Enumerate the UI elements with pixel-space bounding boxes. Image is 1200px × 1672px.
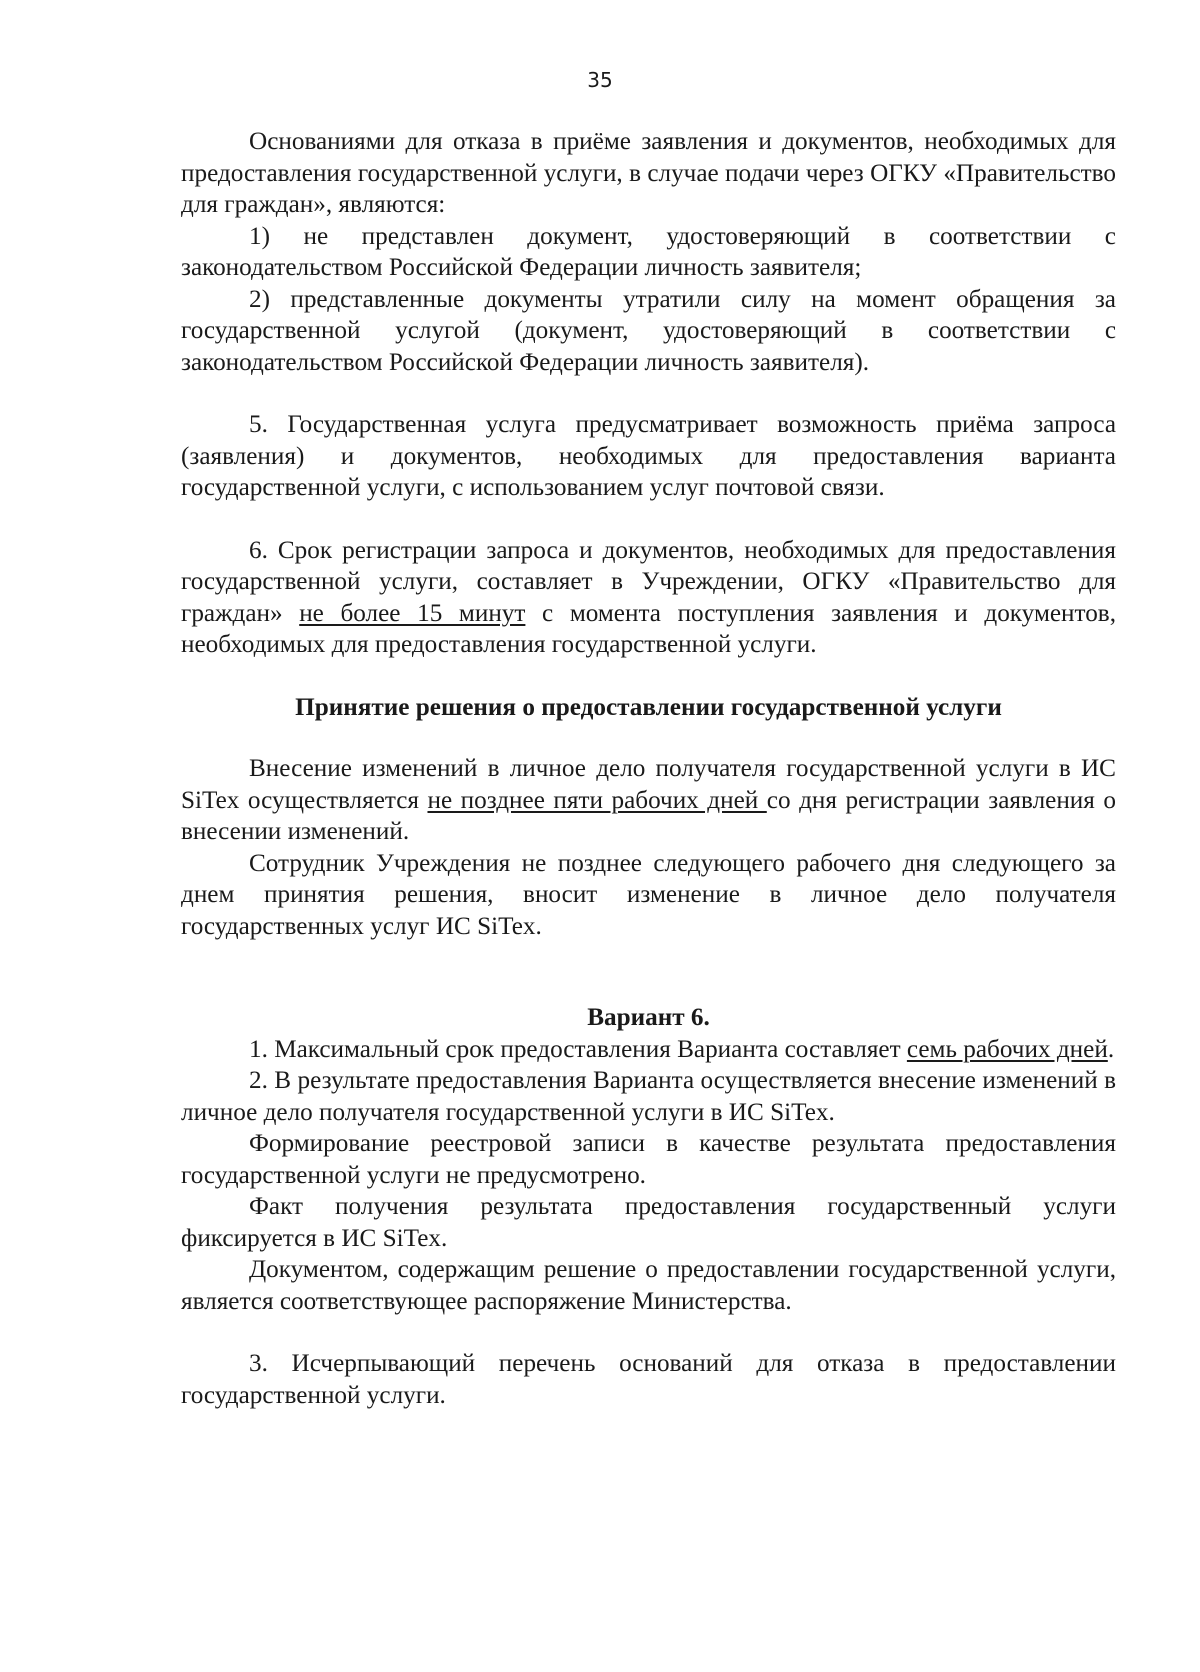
variant-term-text-1: 1. Максимальный срок предоставления Варианта составляет <box>249 1035 907 1063</box>
registration-term-paragraph <box>181 535 1116 661</box>
refusal-grounds-intro: Основаниями для отказа в приёме заявления и документов, необходимых для предоставления государственной услуги, в случае подачи через ОГКУ «Правительство для граждан», являются: <box>181 128 1116 218</box>
decision-underlined: не позднее пяти рабочих дней <box>427 786 767 814</box>
decision-paragraph-2: Сотрудник Учреждения не позднее следующего рабочего дня следующего за днем принятия решения, вносит изменение в личное дело получателя государственных услуг ИС SiTex. <box>181 849 1116 940</box>
page-number: 35 <box>587 68 613 92</box>
variant-term-underlined: семь рабочих дней <box>906 1035 1108 1063</box>
variant-term-text-2: . <box>1107 1035 1115 1063</box>
decision-paragraph-1 <box>181 753 1116 848</box>
variant-paragraph-5: Документом, содержащим решение о предоставлении государственной услуги, является соответствующее распоряжение Министерства. <box>181 1256 1116 1315</box>
postal-service-paragraph: 5. Государственная услуга предусматривает возможность приёма запроса (заявления) и документов, необходимых для предоставления варианта государственной услуги, с использованием услуг почтовой связи. <box>181 411 1116 501</box>
registration-term-underlined: не более 15 минут <box>299 599 526 627</box>
variant-paragraph-2: 2. В результате предоставления Варианта осуществляется внесение изменений в личное дело получателя государственной услуги в ИС SiTex. <box>181 1067 1116 1126</box>
registration-term-text-1: 6. Срок регистрации запроса и документов, необходимых для предоставления государственной услуги, составляет в Учреждении, ОГКУ «Правительство для граждан» <box>181 536 1116 627</box>
section-heading: Принятие решения о предоставлении государственной услуги <box>295 693 1002 721</box>
refusal-list-paragraph: 3. Исчерпывающий перечень оснований для отказа в предоставлении государственной услуги. <box>181 1350 1116 1409</box>
variant-heading: Вариант 6. <box>587 1004 710 1031</box>
variant-paragraph-1 <box>181 1034 1116 1066</box>
decision-text-1: Внесение изменений в личное дело получателя государственной услуги в ИС SiTex осуществляется <box>181 755 1116 814</box>
refusal-ground-item-2: 2) представленные документы утратили силу на момент обращения за государственной услугой (документ, удостоверяющий в соответствии с законодательством Российской Федерации личность заявителя). <box>181 285 1116 376</box>
variant-paragraph-3: Формирование реестровой записи в качестве результата предоставления государственной услуги не предусмотрено. <box>181 1130 1116 1189</box>
registration-term-text-2: с момента поступления заявления и документов, необходимых для предоставления государственной услуги. <box>181 599 1116 658</box>
decision-text-2: со дня регистрации заявления о внесении изменений. <box>181 786 1116 845</box>
variant-paragraph-4: Факт получения результата предоставления государственный услуги фиксируется в ИС SiTex. <box>181 1193 1116 1252</box>
refusal-ground-item-1: 1) не представлен документ, удостоверяющий в соответствии с законодательством Российской Федерации личность заявителя; <box>181 222 1116 281</box>
document-body <box>181 126 1116 1411</box>
